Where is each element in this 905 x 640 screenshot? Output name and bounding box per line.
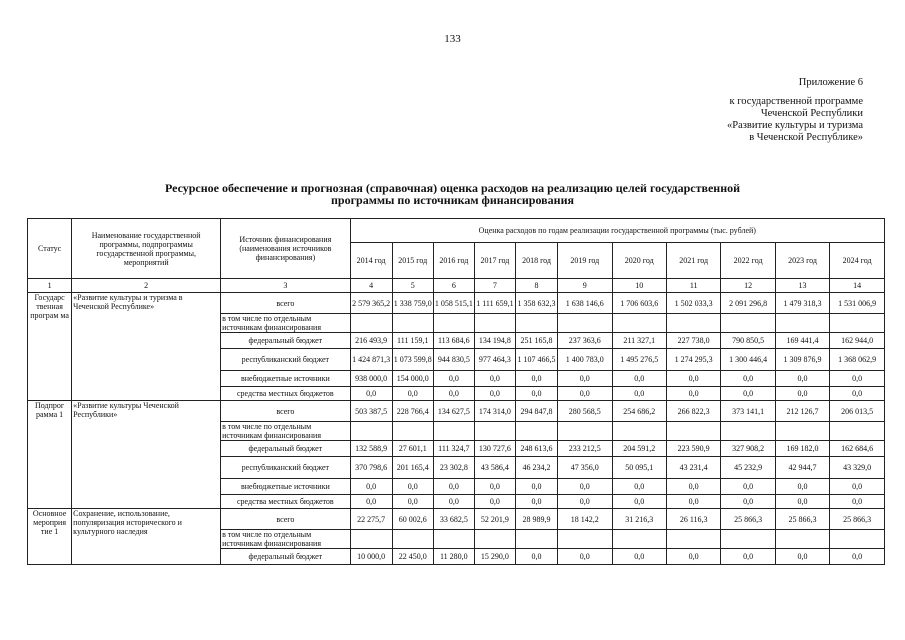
header-year: 2019 год xyxy=(558,243,612,279)
value-cell: 227 738,0 xyxy=(666,333,720,349)
value-cell: 2 091 296,8 xyxy=(721,293,775,314)
value-cell: 0,0 xyxy=(612,479,666,495)
value-cell: 25 866,3 xyxy=(775,509,829,530)
page-number: 133 xyxy=(444,33,461,45)
source-cell: всего xyxy=(221,401,350,422)
value-cell: 0,0 xyxy=(612,387,666,401)
annex-line-4: в Чеченской Республике» xyxy=(749,132,863,143)
value-cell xyxy=(666,422,720,441)
value-cell: 25 866,3 xyxy=(721,509,775,530)
value-cell xyxy=(392,314,433,333)
header-row-1 xyxy=(28,219,885,243)
value-cell: 60 002,6 xyxy=(392,509,433,530)
source-cell: средства местных бюджетов xyxy=(221,387,350,401)
value-cell: 154 000,0 xyxy=(392,371,433,387)
value-cell: 23 302,8 xyxy=(433,457,474,479)
value-cell: 1 495 276,5 xyxy=(612,349,666,371)
value-cell: 0,0 xyxy=(666,387,720,401)
value-cell xyxy=(721,422,775,441)
value-cell: 370 798,6 xyxy=(350,457,392,479)
value-cell: 204 591,2 xyxy=(612,441,666,457)
value-cell: 0,0 xyxy=(558,495,612,509)
value-cell: 0,0 xyxy=(666,371,720,387)
value-cell: 2 579 365,2 xyxy=(350,293,392,314)
value-cell: 162 944,0 xyxy=(830,333,885,349)
value-cell: 0,0 xyxy=(612,371,666,387)
column-number: 9 xyxy=(558,279,612,293)
value-cell: 0,0 xyxy=(558,371,612,387)
status-cell: Подпрог рамма 1 xyxy=(28,401,72,509)
value-cell: 169 182,0 xyxy=(775,441,829,457)
value-cell: 233 212,5 xyxy=(558,441,612,457)
value-cell xyxy=(775,422,829,441)
value-cell: 26 116,3 xyxy=(666,509,720,530)
value-cell xyxy=(433,314,474,333)
header-year: 2015 год xyxy=(392,243,433,279)
annex-line-1: к государственной программе xyxy=(729,96,863,107)
value-cell: 1 502 033,3 xyxy=(666,293,720,314)
value-cell: 0,0 xyxy=(474,371,515,387)
value-cell: 1 706 603,6 xyxy=(612,293,666,314)
value-cell: 1 058 515,1 xyxy=(433,293,474,314)
value-cell xyxy=(392,422,433,441)
value-cell: 0,0 xyxy=(433,371,474,387)
document-title xyxy=(40,182,865,206)
value-cell: 1 479 318,3 xyxy=(775,293,829,314)
source-cell: республиканский бюджет xyxy=(221,349,350,371)
value-cell: 0,0 xyxy=(350,479,392,495)
value-cell: 1 358 632,3 xyxy=(515,293,557,314)
value-cell: 248 613,6 xyxy=(515,441,557,457)
value-cell: 0,0 xyxy=(515,495,557,509)
source-cell: внебюджетные источники xyxy=(221,371,350,387)
column-number: 8 xyxy=(515,279,557,293)
value-cell: 22 275,7 xyxy=(350,509,392,530)
value-cell: 0,0 xyxy=(350,387,392,401)
title-line-2: программы по источникам финансирования xyxy=(331,193,574,207)
value-cell: 162 684,6 xyxy=(830,441,885,457)
value-cell: 251 165,8 xyxy=(515,333,557,349)
value-cell xyxy=(775,314,829,333)
value-cell: 0,0 xyxy=(392,479,433,495)
value-cell: 0,0 xyxy=(666,495,720,509)
value-cell xyxy=(515,530,557,549)
column-number: 7 xyxy=(474,279,515,293)
value-cell: 373 141,1 xyxy=(721,401,775,422)
annex-label: Приложение 6 xyxy=(798,77,863,88)
source-cell: федеральный бюджет xyxy=(221,549,350,565)
value-cell: 10 000,0 xyxy=(350,549,392,565)
value-cell: 0,0 xyxy=(830,371,885,387)
column-number: 3 xyxy=(221,279,350,293)
financing-table xyxy=(27,218,885,565)
value-cell: 0,0 xyxy=(721,387,775,401)
value-cell: 0,0 xyxy=(775,479,829,495)
value-cell xyxy=(474,314,515,333)
column-number: 14 xyxy=(830,279,885,293)
value-cell: 0,0 xyxy=(558,549,612,565)
source-cell: федеральный бюджет xyxy=(221,441,350,457)
value-cell: 43 329,0 xyxy=(830,457,885,479)
value-cell: 134 627,5 xyxy=(433,401,474,422)
column-number: 2 xyxy=(72,279,221,293)
value-cell: 0,0 xyxy=(474,495,515,509)
value-cell: 174 314,0 xyxy=(474,401,515,422)
value-cell: 211 327,1 xyxy=(612,333,666,349)
value-cell xyxy=(350,530,392,549)
value-cell: 938 000,0 xyxy=(350,371,392,387)
header-year: 2017 год xyxy=(474,243,515,279)
value-cell: 0,0 xyxy=(830,549,885,565)
value-cell: 113 684,6 xyxy=(433,333,474,349)
value-cell: 25 866,3 xyxy=(830,509,885,530)
status-cell: Государс твенная програм ма xyxy=(28,293,72,401)
value-cell: 0,0 xyxy=(775,371,829,387)
value-cell xyxy=(721,314,775,333)
value-cell: 266 822,3 xyxy=(666,401,720,422)
value-cell: 0,0 xyxy=(433,479,474,495)
value-cell xyxy=(830,314,885,333)
column-number: 1 xyxy=(28,279,72,293)
source-cell: всего xyxy=(221,293,350,314)
header-year: 2022 год xyxy=(721,243,775,279)
value-cell xyxy=(830,530,885,549)
header-year: 2024 год xyxy=(830,243,885,279)
value-cell xyxy=(558,530,612,549)
value-cell: 27 601,1 xyxy=(392,441,433,457)
value-cell: 0,0 xyxy=(721,479,775,495)
header-year: 2021 год xyxy=(666,243,720,279)
column-number: 10 xyxy=(612,279,666,293)
value-cell xyxy=(666,530,720,549)
value-cell: 294 847,8 xyxy=(515,401,557,422)
value-cell: 216 493,9 xyxy=(350,333,392,349)
value-cell: 47 356,0 xyxy=(558,457,612,479)
value-cell xyxy=(474,530,515,549)
value-cell xyxy=(775,530,829,549)
annex-line-2: Чеченской Республики xyxy=(760,108,863,119)
value-cell: 1 338 759,0 xyxy=(392,293,433,314)
source-cell: внебюджетные источники xyxy=(221,479,350,495)
value-cell xyxy=(350,314,392,333)
value-cell: 0,0 xyxy=(558,479,612,495)
value-cell: 111 324,7 xyxy=(433,441,474,457)
source-cell: в том числе по отдельным источникам финансирования xyxy=(221,314,350,333)
value-cell: 201 165,4 xyxy=(392,457,433,479)
value-cell: 42 944,7 xyxy=(775,457,829,479)
header-estimate: Оценка расходов по годам реализации государственной программы (тыс. рублей) xyxy=(350,219,884,243)
value-cell: 0,0 xyxy=(558,387,612,401)
value-cell: 977 464,3 xyxy=(474,349,515,371)
value-cell: 0,0 xyxy=(775,549,829,565)
value-cell: 0,0 xyxy=(350,495,392,509)
value-cell: 0,0 xyxy=(433,387,474,401)
value-cell xyxy=(515,314,557,333)
table-row xyxy=(28,293,885,314)
header-numbers-row xyxy=(28,279,885,293)
value-cell: 212 126,7 xyxy=(775,401,829,422)
column-number: 4 xyxy=(350,279,392,293)
source-cell: республиканский бюджет xyxy=(221,457,350,479)
value-cell: 223 590,9 xyxy=(666,441,720,457)
value-cell xyxy=(612,422,666,441)
value-cell: 0,0 xyxy=(775,387,829,401)
value-cell: 0,0 xyxy=(775,495,829,509)
value-cell: 11 280,0 xyxy=(433,549,474,565)
value-cell xyxy=(350,422,392,441)
value-cell: 50 095,1 xyxy=(612,457,666,479)
value-cell: 0,0 xyxy=(515,549,557,565)
value-cell: 45 232,9 xyxy=(721,457,775,479)
header-year: 2023 год xyxy=(775,243,829,279)
source-cell: в том числе по отдельным источникам финансирования xyxy=(221,530,350,549)
program-name-cell: Сохранение, использование, популяризация исторического и культурного наследия xyxy=(72,509,221,565)
annex-block xyxy=(623,77,863,144)
value-cell: 0,0 xyxy=(830,495,885,509)
header-name: Наименование государственной программы, подпрограммы государственной программы, мероприятий xyxy=(72,219,221,279)
value-cell: 1 424 871,3 xyxy=(350,349,392,371)
column-number: 11 xyxy=(666,279,720,293)
value-cell: 254 686,2 xyxy=(612,401,666,422)
source-cell: всего xyxy=(221,509,350,530)
value-cell: 1 274 295,3 xyxy=(666,349,720,371)
value-cell: 1 531 006,9 xyxy=(830,293,885,314)
value-cell: 0,0 xyxy=(392,495,433,509)
header-year: 2020 год xyxy=(612,243,666,279)
value-cell: 0,0 xyxy=(515,479,557,495)
value-cell: 0,0 xyxy=(666,549,720,565)
column-number: 13 xyxy=(775,279,829,293)
value-cell xyxy=(515,422,557,441)
value-cell: 0,0 xyxy=(474,479,515,495)
annex-line-3: «Развитие культуры и туризма xyxy=(726,120,863,131)
value-cell: 1 111 659,1 xyxy=(474,293,515,314)
value-cell: 18 142,2 xyxy=(558,509,612,530)
value-cell: 0,0 xyxy=(474,387,515,401)
column-number: 12 xyxy=(721,279,775,293)
value-cell: 1 638 146,6 xyxy=(558,293,612,314)
value-cell: 237 363,6 xyxy=(558,333,612,349)
table-row xyxy=(28,509,885,530)
value-cell: 134 194,8 xyxy=(474,333,515,349)
column-number: 5 xyxy=(392,279,433,293)
value-cell: 206 013,5 xyxy=(830,401,885,422)
value-cell: 0,0 xyxy=(721,549,775,565)
header-status: Статус xyxy=(28,219,72,279)
table-row xyxy=(28,401,885,422)
source-cell: федеральный бюджет xyxy=(221,333,350,349)
value-cell: 132 588,9 xyxy=(350,441,392,457)
value-cell xyxy=(433,530,474,549)
value-cell: 0,0 xyxy=(721,371,775,387)
header-source: Источник финансирования (наименования источников финансирования) xyxy=(221,219,350,279)
header-year: 2014 год xyxy=(350,243,392,279)
column-number: 6 xyxy=(433,279,474,293)
source-cell: в том числе по отдельным источникам финансирования xyxy=(221,422,350,441)
value-cell: 111 159,1 xyxy=(392,333,433,349)
value-cell: 15 290,0 xyxy=(474,549,515,565)
value-cell: 1 300 446,4 xyxy=(721,349,775,371)
value-cell xyxy=(612,314,666,333)
program-name-cell: «Развитие культуры и туризма в Чеченской Республике» xyxy=(72,293,221,401)
value-cell: 43 231,4 xyxy=(666,457,720,479)
value-cell: 169 441,4 xyxy=(775,333,829,349)
value-cell: 33 682,5 xyxy=(433,509,474,530)
status-cell: Основное мероприя тие 1 xyxy=(28,509,72,565)
value-cell xyxy=(392,530,433,549)
program-name-cell: «Развитие культуры Чеченской Республики» xyxy=(72,401,221,509)
value-cell: 1 400 783,0 xyxy=(558,349,612,371)
value-cell: 28 989,9 xyxy=(515,509,557,530)
value-cell: 280 568,5 xyxy=(558,401,612,422)
value-cell: 0,0 xyxy=(721,495,775,509)
value-cell xyxy=(830,422,885,441)
value-cell xyxy=(474,422,515,441)
value-cell: 0,0 xyxy=(515,371,557,387)
value-cell: 1 073 599,8 xyxy=(392,349,433,371)
value-cell: 0,0 xyxy=(433,495,474,509)
value-cell: 327 908,2 xyxy=(721,441,775,457)
value-cell: 1 107 466,5 xyxy=(515,349,557,371)
value-cell: 31 216,3 xyxy=(612,509,666,530)
value-cell: 0,0 xyxy=(612,495,666,509)
value-cell: 22 450,0 xyxy=(392,549,433,565)
value-cell: 0,0 xyxy=(515,387,557,401)
value-cell: 1 368 062,9 xyxy=(830,349,885,371)
value-cell xyxy=(612,530,666,549)
value-cell: 0,0 xyxy=(830,387,885,401)
value-cell: 944 830,5 xyxy=(433,349,474,371)
value-cell: 228 766,4 xyxy=(392,401,433,422)
value-cell xyxy=(721,530,775,549)
value-cell: 0,0 xyxy=(392,387,433,401)
value-cell: 52 201,9 xyxy=(474,509,515,530)
value-cell xyxy=(433,422,474,441)
value-cell xyxy=(558,314,612,333)
header-year: 2016 год xyxy=(433,243,474,279)
value-cell: 43 586,4 xyxy=(474,457,515,479)
value-cell: 503 387,5 xyxy=(350,401,392,422)
header-year: 2018 год xyxy=(515,243,557,279)
value-cell xyxy=(666,314,720,333)
value-cell: 130 727,6 xyxy=(474,441,515,457)
value-cell xyxy=(558,422,612,441)
value-cell: 790 850,5 xyxy=(721,333,775,349)
title-line-1: Ресурсное обеспечение и прогнозная (справочная) оценка расходов на реализацию целей государственной xyxy=(164,181,741,195)
value-cell: 0,0 xyxy=(830,479,885,495)
value-cell: 0,0 xyxy=(612,549,666,565)
value-cell: 0,0 xyxy=(666,479,720,495)
value-cell: 1 309 876,9 xyxy=(775,349,829,371)
source-cell: средства местных бюджетов xyxy=(221,495,350,509)
value-cell: 46 234,2 xyxy=(515,457,557,479)
